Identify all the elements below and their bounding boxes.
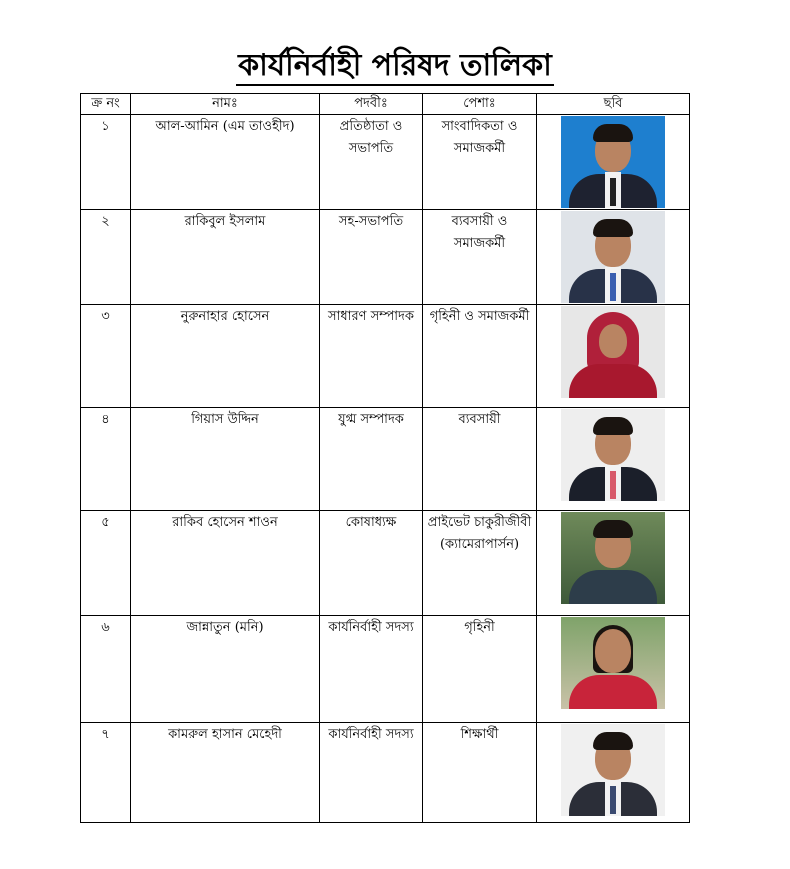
cell-position: সাধারণ সম্পাদক <box>320 305 423 408</box>
table-row <box>81 210 690 305</box>
cell-photo <box>537 115 690 210</box>
cell-serial: ৬ <box>81 616 131 723</box>
member-photo <box>561 116 665 208</box>
cell-occupation: শিক্ষার্থী <box>423 723 537 823</box>
table-row <box>81 511 690 616</box>
table-row <box>81 723 690 823</box>
cell-occupation: ব্যবসায়ী <box>423 408 537 511</box>
cell-name: রাকিবুল ইসলাম <box>131 210 320 305</box>
committee-table <box>80 93 690 823</box>
cell-position: কোষাধ্যক্ষ <box>320 511 423 616</box>
header-photo: ছবি <box>537 94 690 115</box>
table-row <box>81 408 690 511</box>
page-title: কার্যনির্বাহী পরিষদ তালিকা <box>236 48 554 86</box>
table-row <box>81 115 690 210</box>
cell-position: যুগ্ম সম্পাদক <box>320 408 423 511</box>
cell-position: কার্যনির্বাহী সদস্য <box>320 616 423 723</box>
cell-name: গিয়াস উদ্দিন <box>131 408 320 511</box>
member-photo <box>561 409 665 501</box>
cell-name: রাকিব হোসেন শাওন <box>131 511 320 616</box>
cell-occupation: গৃহিনী ও সমাজকর্মী <box>423 305 537 408</box>
cell-photo <box>537 616 690 723</box>
cell-serial: ২ <box>81 210 131 305</box>
cell-serial: ১ <box>81 115 131 210</box>
cell-serial: ৪ <box>81 408 131 511</box>
cell-photo <box>537 210 690 305</box>
cell-serial: ৭ <box>81 723 131 823</box>
cell-name: কামরুল হাসান মেহেদী <box>131 723 320 823</box>
cell-photo <box>537 511 690 616</box>
cell-name: আল-আমিন (এম তাওহীদ) <box>131 115 320 210</box>
cell-serial: ৩ <box>81 305 131 408</box>
header-serial: ক্র নং <box>81 94 131 115</box>
member-photo <box>561 617 665 709</box>
member-photo <box>561 306 665 398</box>
member-photo <box>561 724 665 816</box>
table-header-row <box>81 94 690 115</box>
table-row <box>81 305 690 408</box>
table-row <box>81 616 690 723</box>
cell-photo <box>537 408 690 511</box>
member-photo <box>561 512 665 604</box>
cell-serial: ৫ <box>81 511 131 616</box>
cell-position: সহ-সভাপতি <box>320 210 423 305</box>
cell-position: প্রতিষ্ঠাতা ও সভাপতি <box>320 115 423 210</box>
cell-position: কার্যনির্বাহী সদস্য <box>320 723 423 823</box>
cell-photo <box>537 305 690 408</box>
cell-photo <box>537 723 690 823</box>
cell-name: নুরুনাহার হোসেন <box>131 305 320 408</box>
cell-occupation: গৃহিনী <box>423 616 537 723</box>
header-position: পদবীঃ <box>320 94 423 115</box>
header-occupation: পেশাঃ <box>423 94 537 115</box>
cell-occupation: সাংবাদিকতা ও সমাজকর্মী <box>423 115 537 210</box>
cell-occupation: প্রাইভেট চাকুরীজীবী (ক্যামেরাপার্সন) <box>423 511 537 616</box>
header-name: নামঃ <box>131 94 320 115</box>
cell-name: জান্নাতুন (মনি) <box>131 616 320 723</box>
title-wrapper <box>0 48 790 86</box>
cell-occupation: ব্যবসায়ী ও সমাজকর্মী <box>423 210 537 305</box>
member-photo <box>561 211 665 303</box>
